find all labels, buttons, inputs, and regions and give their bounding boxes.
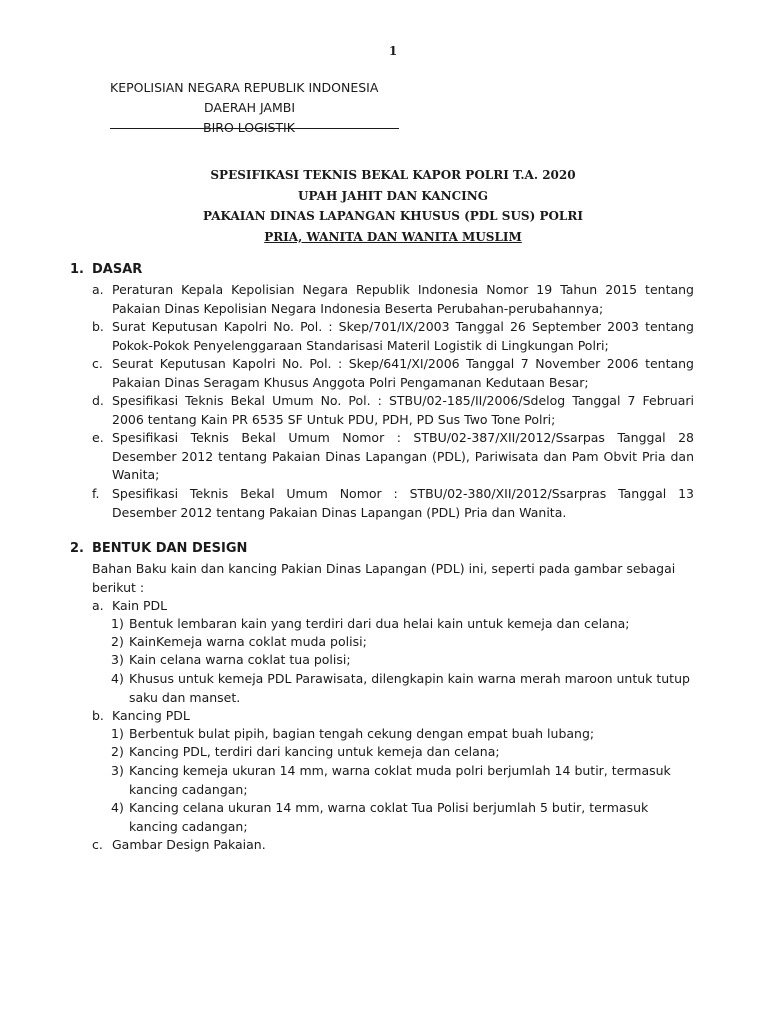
list-item [111,762,701,799]
item-label: 4) [111,671,124,686]
item-text: KainKemeja warna coklat muda polisi; [129,634,367,649]
item-label: 2) [111,744,124,759]
item-label: 3) [111,652,124,667]
item-text: Spesifikasi Teknis Bekal Umum Nomor : STBU/02-387/XII/2012/Ssarpas Tanggal 28 Desember 2012 tentang Pakaian Dinas Lapangan (PDL), Pariwisata dan Pam Obvit Pria dan Wanita; [112,430,694,482]
item-label: e. [92,430,104,445]
title-line-2: UPAH JAHIT DAN KANCING [298,188,488,203]
page-number: 1 [388,44,398,58]
list-item [92,485,694,522]
item-label: b. [92,319,104,334]
list-item [92,318,694,355]
item-label: a. [92,598,104,613]
item-label: a. [92,282,104,297]
list-item [92,281,694,318]
list-item [111,725,701,744]
organization-header [110,78,400,138]
section-2-heading [70,541,247,556]
item-label: f. [92,486,100,501]
org-line-region: DAERAH JAMBI [204,100,296,115]
org-line-police: KEPOLISIAN NEGARA REPUBLIK INDONESIA [110,80,379,95]
org-line-bureau: BIRO LOGISTIK [203,120,295,135]
title-line-4: PRIA, WANITA DAN WANITA MUSLIM [264,229,522,244]
list-item [92,392,694,429]
section-1-heading [70,262,142,277]
list-item [92,355,694,392]
header-divider [110,128,399,129]
item-text: Kain celana warna coklat tua polisi; [129,652,351,667]
list-item [111,743,701,762]
sub-heading-kancing [92,707,694,726]
item-text: Kancing kemeja ukuran 14 mm, warna coklat muda polri berjumlah 14 butir, termasuk kancing cadangan; [129,763,671,797]
sub-heading-kain [92,597,694,616]
item-text: Bentuk lembaran kain yang terdiri dari dua helai kain untuk kemeja dan celana; [129,616,630,631]
item-label: 3) [111,763,124,778]
item-label: 4) [111,800,124,815]
list-item [111,651,701,670]
title-line-3: PAKAIAN DINAS LAPANGAN KHUSUS (PDL SUS) POLRI [203,209,583,223]
item-text: Kancing PDL [112,708,190,723]
list-item [111,670,701,707]
section-1-title: DASAR [92,262,143,277]
item-text: Gambar Design Pakaian. [112,837,266,852]
item-label: d. [92,393,104,408]
item-text: Surat Keputusan Kapolri No. Pol. : Skep/701/IX/2003 Tanggal 26 September 2003 tentang Pokok-Pokok Penyelenggaraan Standarisasi Materil Logistik di Lingkungan Polri; [112,319,694,353]
item-text: Berbentuk bulat pipih, bagian tengah cekung dengan empat buah lubang; [129,726,595,741]
section-2-number: 2. [70,541,84,556]
title-line-1: SPESIFIKASI TEKNIS BEKAL KAPOR POLRI T.A. 2020 [210,168,576,182]
item-label: b. [92,708,104,723]
item-text: Kancing PDL, terdiri dari kancing untuk kemeja dan celana; [129,744,500,759]
item-label: c. [92,837,103,852]
item-text: Seurat Keputusan Kapolri No. Pol. : Skep/641/XI/2006 Tanggal 7 November 2006 tentang Pakaian Dinas Seragam Khusus Anggota Polri Pengamanan Kedutaan Besar; [112,356,694,390]
item-label: 2) [111,634,124,649]
section-1-number: 1. [70,262,84,277]
list-item [92,429,694,485]
document-title [0,165,768,247]
section-2-title: BENTUK DAN DESIGN [92,541,248,556]
item-text: Spesifikasi Teknis Bekal Umum Nomor : STBU/02-380/XII/2012/Ssarpras Tanggal 13 Desember 2012 tentang Pakaian Dinas Lapangan (PDL) Pria dan Wanita. [112,486,694,520]
sub-heading-gambar [92,836,694,855]
item-text: Peraturan Kepala Kepolisian Negara Republik Indonesia Nomor 19 Tahun 2015 tentang Pakaian Dinas Kepolisian Negara Indonesia Beserta Perubahan-perubahannya; [112,282,694,316]
item-text: Kancing celana ukuran 14 mm, warna coklat Tua Polisi berjumlah 5 butir, termasuk kancing cadangan; [129,800,649,834]
list-item [111,615,701,634]
item-label: 1) [111,616,124,631]
list-item [111,633,701,652]
list-item [111,799,701,836]
item-text: Khusus untuk kemeja PDL Parawisata, dilengkapin kain warna merah maroon untuk tutup saku dan manset. [129,671,690,705]
section-2-intro: Bahan Baku kain dan kancing Pakian Dinas Lapangan (PDL) ini, seperti pada gambar sebagai berikut : [92,561,676,595]
item-label: c. [92,356,103,371]
item-label: 1) [111,726,124,741]
item-text: Kain PDL [112,598,168,613]
item-text: Spesifikasi Teknis Bekal Umum No. Pol. : STBU/02-185/II/2006/Sdelog Tanggal 7 Februari 2006 tentang Kain PR 6535 SF Untuk PDU, PDH, PD Sus Two Tone Polri; [112,393,694,427]
